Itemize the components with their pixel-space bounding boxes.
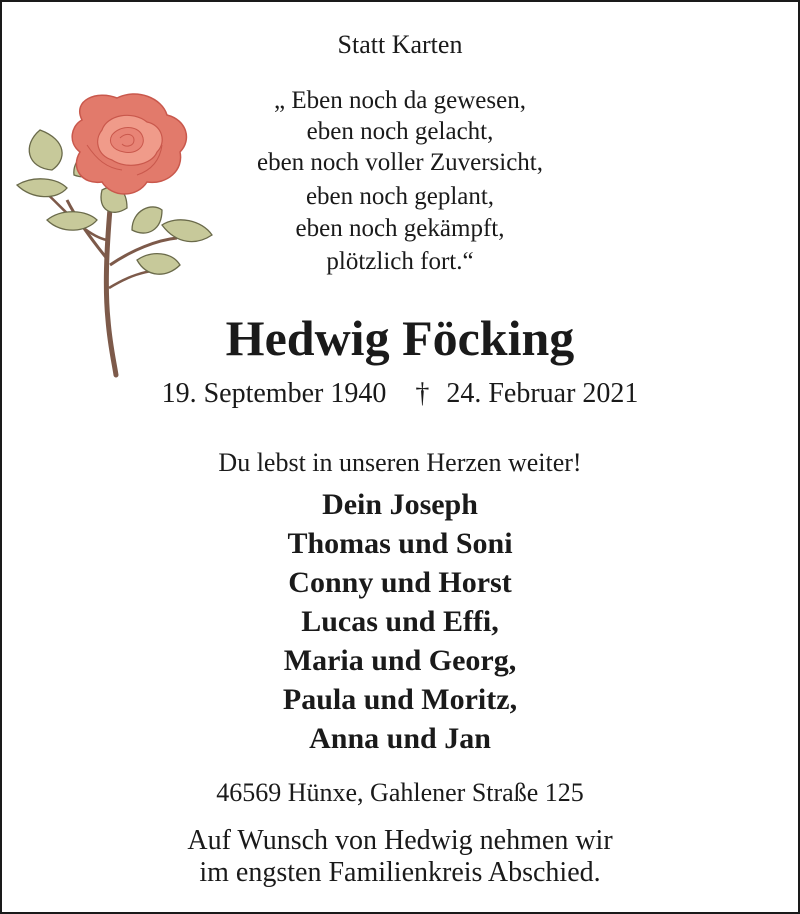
family-line-2: Thomas und Soni [287,527,513,560]
heart-line: Du lebst in unseren Herzen weiter! [218,448,582,477]
cross-icon: † [415,378,430,409]
life-dates [0,378,800,410]
poem-line-5: eben noch gekämpft, [295,215,505,242]
address: 46569 Hünxe, Gahlener Straße 125 [216,778,584,807]
family-line-6: Paula und Moritz, [282,683,518,716]
poem-line-1: „ Eben noch da gewesen, [274,87,526,114]
family-line-5: Maria und Georg, [283,644,517,677]
birth-date: 19. September 1940 [161,378,387,409]
family-line-3: Conny und Horst [288,566,512,599]
closing-line-1: Auf Wunsch von Hedwig nehmen wir [187,825,613,856]
family-line-1: Dein Joseph [322,488,478,521]
closing-line-2: im engsten Familienkreis Abschied. [199,857,601,888]
deceased-name: Hedwig Föcking [225,310,575,366]
family-line-7: Anna und Jan [309,722,491,755]
poem-line-2: eben noch gelacht, [306,118,494,145]
poem-line-6: plötzlich fort.“ [326,248,474,275]
poem-line-4: eben noch geplant, [305,183,495,210]
header-statt-karten: Statt Karten [337,30,463,59]
poem-line-3: eben noch voller Zuversicht, [256,149,543,176]
death-date: 24. Februar 2021 [446,378,639,409]
family-line-4: Lucas und Effi, [301,605,499,638]
